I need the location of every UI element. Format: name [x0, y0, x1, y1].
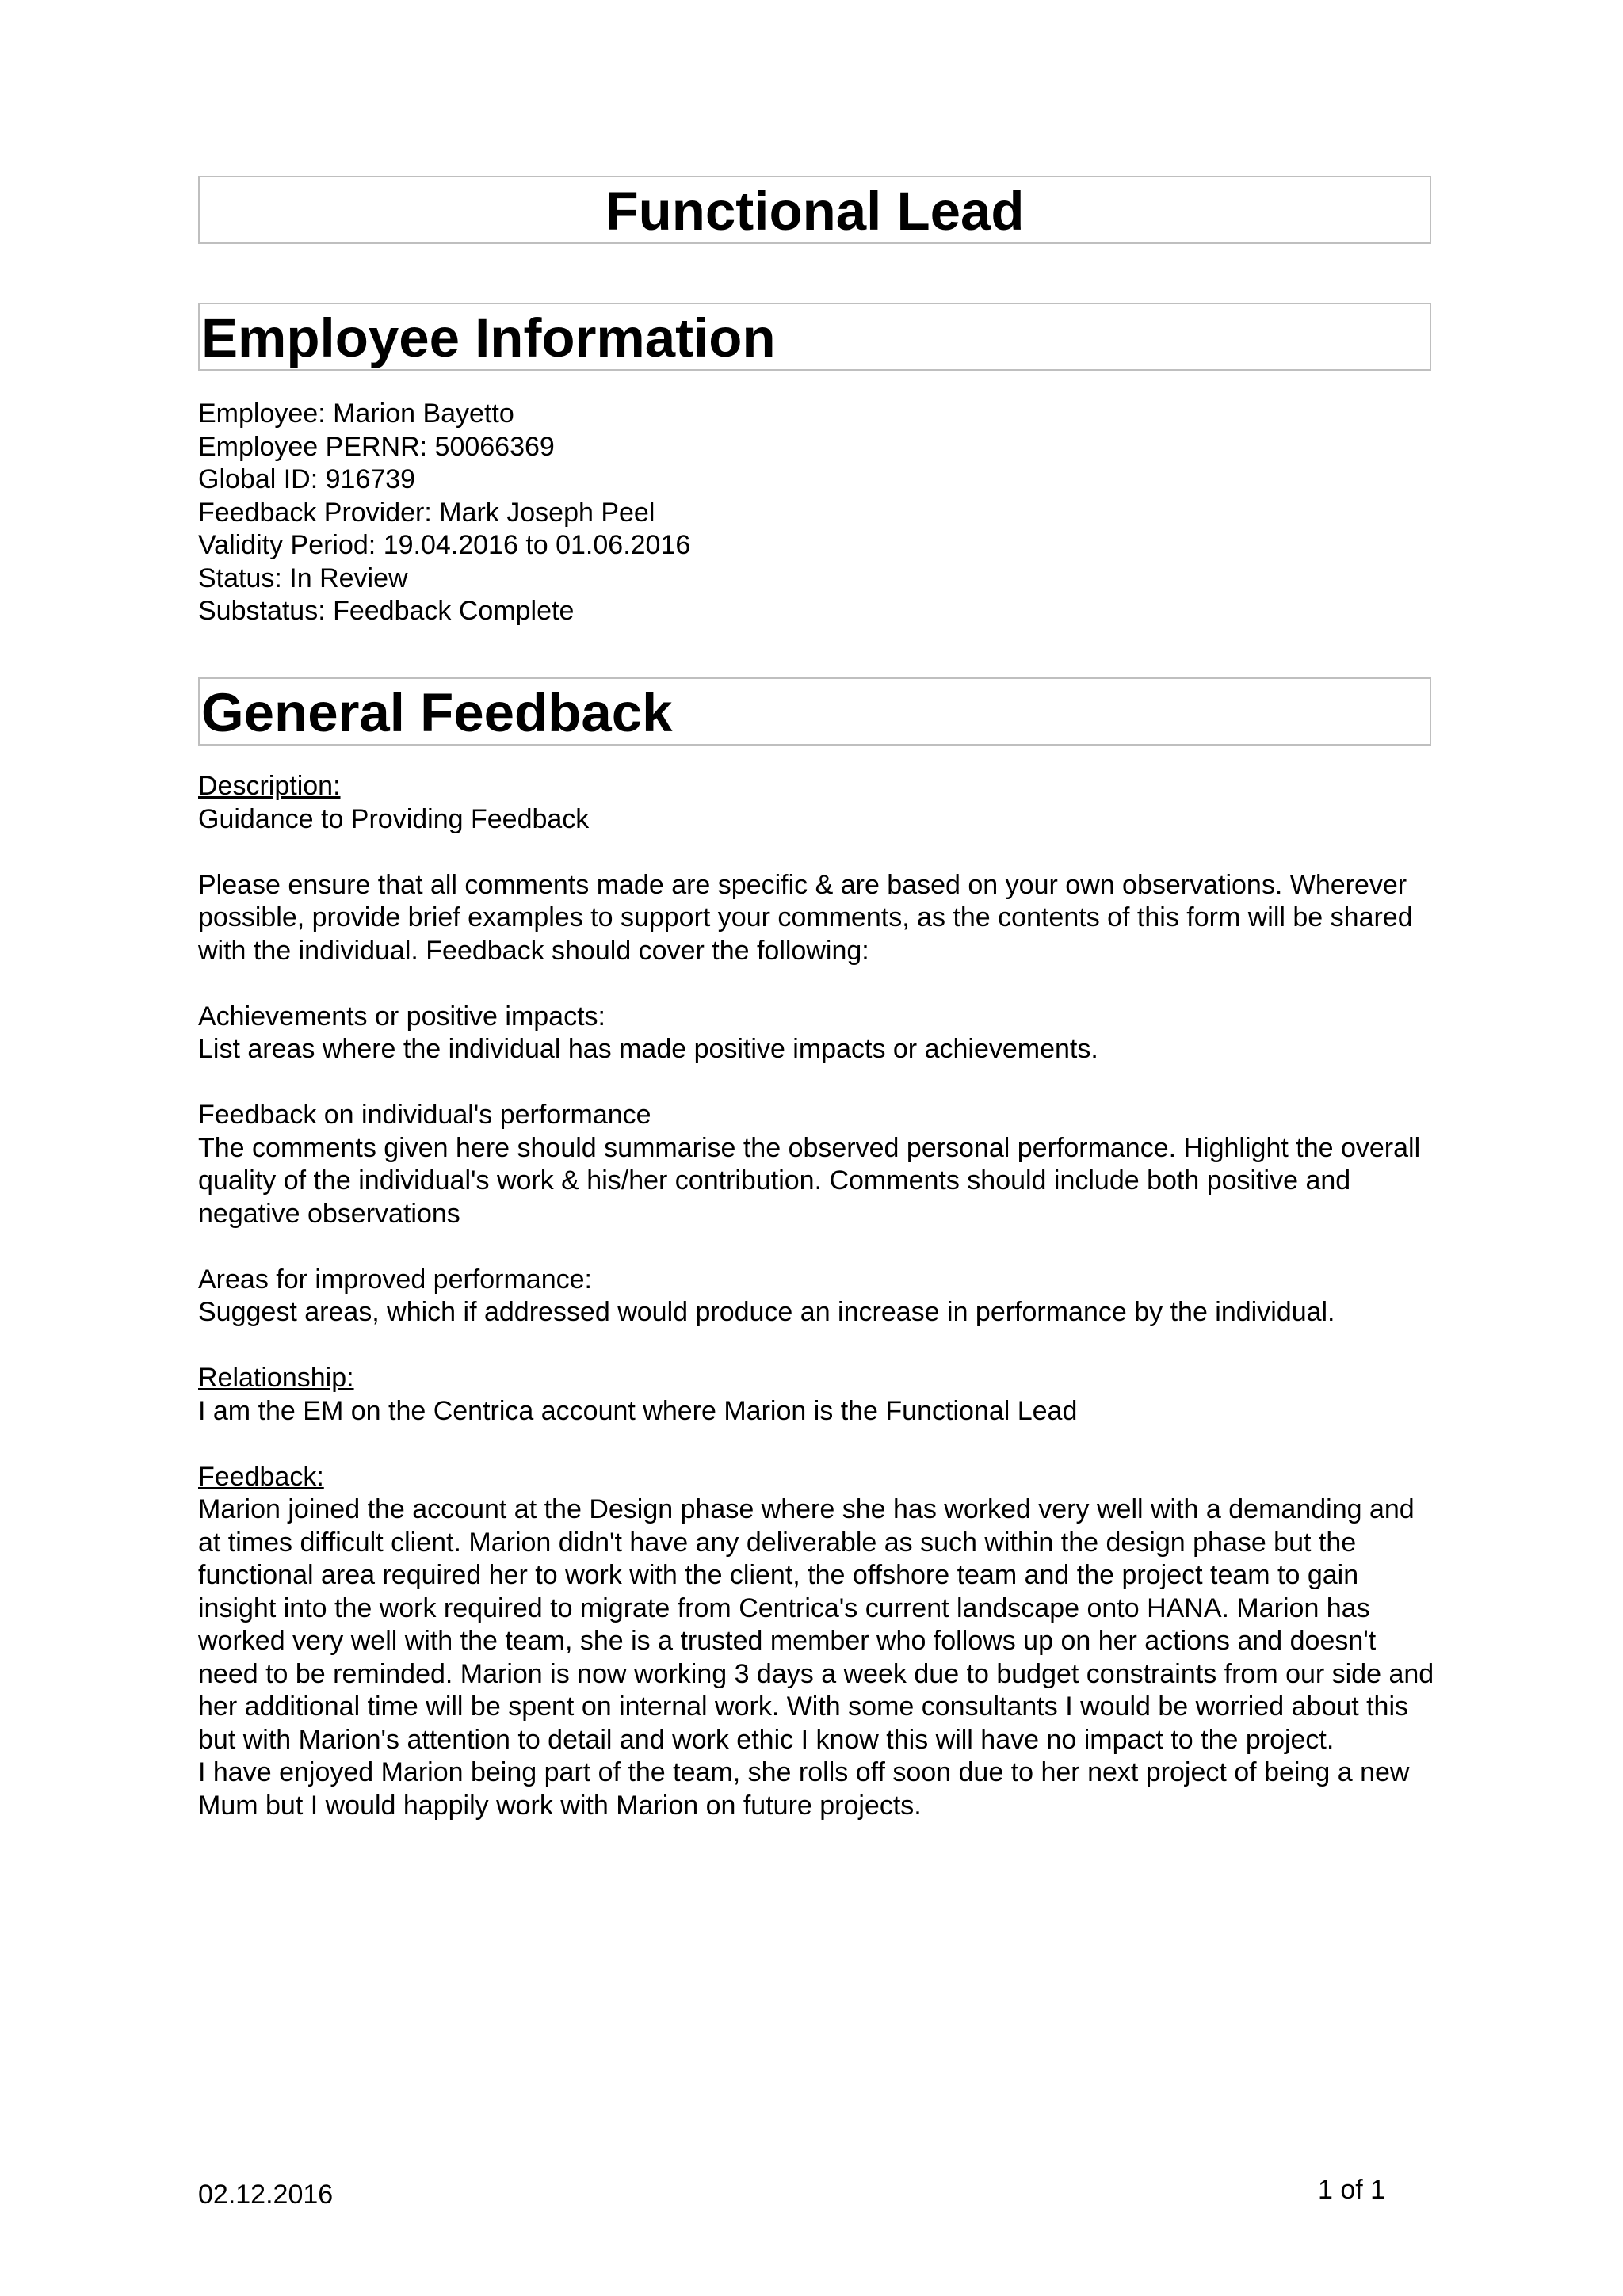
document-title: Functional Lead	[605, 181, 1025, 242]
relationship-label: Relationship:	[198, 1363, 354, 1393]
achievements-text: List areas where the individual has made positive impacts or achievements.	[198, 1034, 1098, 1064]
footer-page-number: 1 of 1	[1318, 2175, 1386, 2205]
footer-date: 02.12.2016	[198, 2180, 334, 2210]
guidance-intro: Please ensure that all comments made are specific & are based on your own observations. Wherever possible, provide brief examples to support your comments, as the contents of this form will be shared with the individual. Feedback should cover the following:	[198, 869, 1413, 966]
validity-period: Validity Period: 19.04.2016 to 01.06.2016	[198, 530, 691, 560]
relationship-text: I am the EM on the Centrica account where Marion is the Functional Lead	[198, 1395, 1078, 1426]
global-id: Global ID: 916739	[198, 464, 416, 494]
general-feedback-heading-box	[198, 677, 1431, 746]
employee-information-heading: Employee Information	[201, 307, 776, 368]
performance-title: Feedback on individual's performance	[198, 1100, 651, 1130]
feedback-text-paragraph-1: Marion joined the account at the Design phase where she has worked very well with a demanding and at times difficult client. Marion didn't have any deliverable as such within the design phase but the functional area required her to work with the client, the offshore team and the project team to gain insight into the work required to migrate from Centrica's current landscape onto HANA. Marion has worked very well with the team, she is a trusted member who follows up on her actions and doesn't need to be reminded. Marion is now working 3 days a week due to budget constraints from our side and her additional time will be spent on internal work. With some consultants I would be worried about this but with Marion's attention to detail and work ethic I know this will have no impact to the project.	[198, 1494, 1434, 1755]
improvement-title: Areas for improved performance:	[198, 1264, 592, 1295]
feedback-text-paragraph-2: I have enjoyed Marion being part of the team, she rolls off soon due to her next project of being a new Mum but I would happily work with Marion on future projects.	[198, 1757, 1410, 1821]
employee-information-heading-box	[198, 303, 1431, 371]
feedback-label: Feedback:	[198, 1461, 324, 1492]
substatus: Substatus: Feedback Complete	[198, 596, 575, 626]
guidance-title: Guidance to Providing Feedback	[198, 803, 590, 834]
employee-name: Employee: Marion Bayetto	[198, 399, 514, 429]
employee-information-details	[198, 398, 1434, 628]
performance-text: The comments given here should summarise the observed personal performance. Highlight the overall quality of the individual's work & his/her contribution. Comments should include both positive and negative observations	[198, 1132, 1421, 1229]
improvement-text: Suggest areas, which if addressed would produce an increase in performance by the individual.	[198, 1297, 1335, 1327]
description-label: Description:	[198, 771, 341, 801]
employee-pernr: Employee PERNR: 50066369	[198, 431, 555, 462]
general-feedback-content	[198, 770, 1434, 1822]
general-feedback-heading: General Feedback	[201, 682, 673, 743]
achievements-title: Achievements or positive impacts:	[198, 1001, 605, 1032]
feedback-provider: Feedback Provider: Mark Joseph Peel	[198, 497, 655, 528]
status: Status: In Review	[198, 563, 408, 593]
document-title-box	[198, 176, 1431, 244]
